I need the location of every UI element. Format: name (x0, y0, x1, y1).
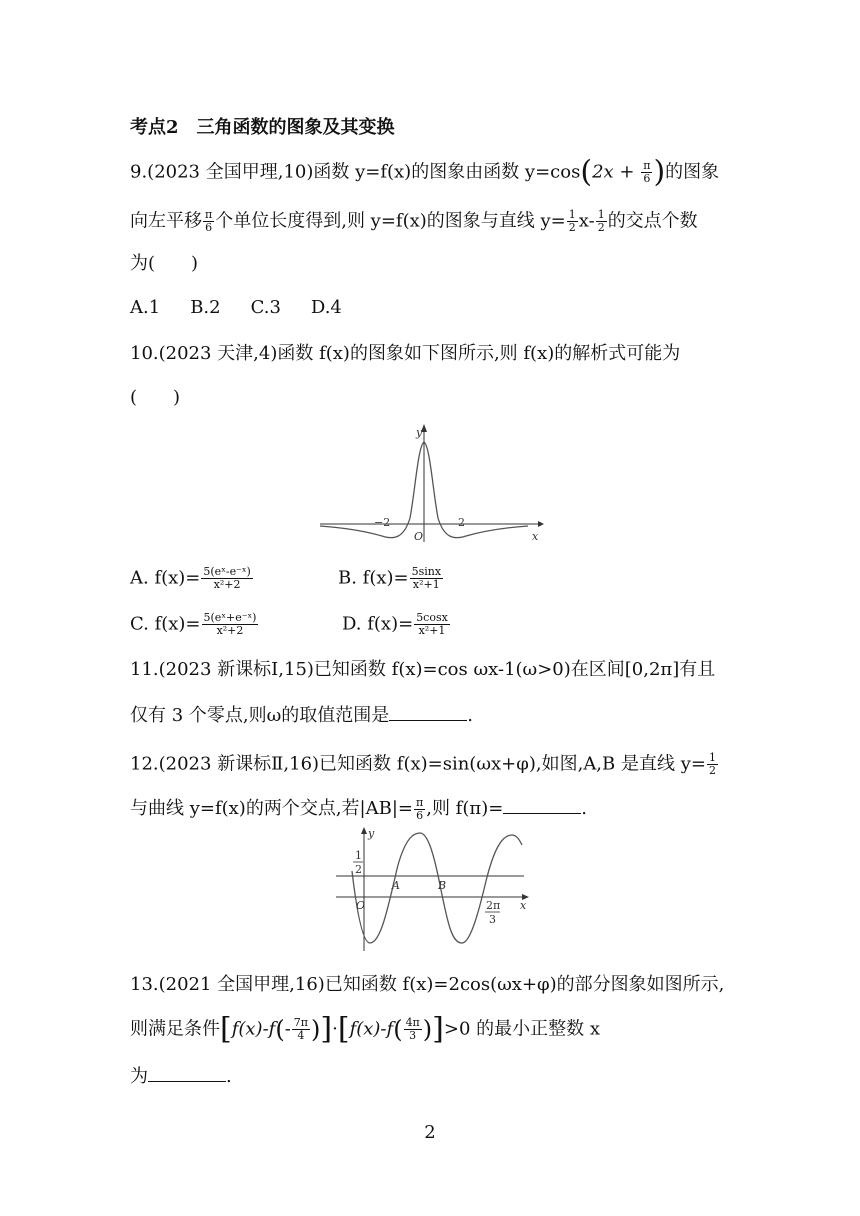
q10-option-d[interactable]: D. f(x)= $\frac{5\cos x}{\text{x²+1}}$ (342, 611, 448, 637)
answer-blank[interactable] (503, 795, 581, 814)
q10-line2: ( ) (130, 387, 181, 408)
q9-expr: 2x + (592, 161, 641, 183)
answer-blank[interactable] (148, 1063, 226, 1082)
answer-blank[interactable] (389, 702, 467, 721)
label-x: x (520, 899, 527, 912)
q9-line1 (130, 154, 720, 190)
fraction: $\frac{\pi}{6}$ (205, 208, 213, 234)
page-number: 2 (424, 1122, 436, 1143)
option-c[interactable]: C.3 (250, 297, 281, 318)
paren-right: ) (653, 154, 666, 190)
q10-line1: 10.(2023 天津,4)函数 f(x)的图象如下图所示,则 f(x)的解析式可能为 (130, 343, 681, 364)
label-b: B (438, 879, 447, 892)
tick-neg2: −2 (374, 516, 391, 529)
q10-option-b[interactable]: B. f(x)= $\frac{5\sin x}{\text{x²+1}}$ (338, 565, 442, 591)
tick-pos2: 2 (458, 516, 465, 529)
option-a[interactable]: A.1 (130, 297, 161, 318)
q9-line2: 向左平移 $\frac{\pi}{6}$ 个单位长度得到,则 y=f(x)的图象与直线 y= $\frac{1}{2}$ x- $\frac{1}{2}$ 的交点个数 (130, 208, 698, 234)
q11-line2: 仅有 3 个零点,则ω的取值范围是 . (130, 702, 473, 728)
label-o: O (356, 899, 366, 912)
q10-option-a[interactable]: A. f(x)= $\frac{\text{5(eˣ-e⁻ˣ)}}{\text{x²+2}}$ (130, 565, 251, 591)
tick-den: 3 (489, 913, 496, 926)
q10-graph (318, 422, 544, 546)
q11-line1: 11.(2023 新课标Ⅰ,15)已知函数 f(x)=cos ωx-1(ω>0)在区间[0,2π]有且 (130, 659, 716, 680)
label-y: y (368, 827, 375, 840)
q12-line1: 12.(2023 新课标Ⅱ,16)已知函数 f(x)=sin(ωx+φ),如图,A,B 是直线 y= $\frac{1}{2}$ (130, 751, 716, 777)
q13-line1: 13.(2021 全国甲理,16)已知函数 f(x)=2cos(ωx+φ)的部分图象如图所示, (130, 974, 725, 995)
label-y: y (416, 426, 423, 439)
q13-line2: 则满足条件[f(x)-f(- $\frac{7\pi}{4}$ )]·[f(x)-f( $\frac{4\pi}{3}$ )]>0 的最小正整数 x (130, 1011, 601, 1047)
fraction: $\frac{1}{2}$ (568, 208, 576, 234)
option-d[interactable]: D.4 (310, 297, 342, 318)
q13-line3: 为 . (130, 1063, 232, 1089)
paren-left: ( (580, 154, 593, 190)
half-den: 2 (355, 863, 362, 876)
q10-option-c[interactable]: C. f(x)= $\frac{\text{5(eˣ+e⁻ˣ)}}{\text{x²+2}}$ (130, 611, 257, 637)
fraction: $\frac{1}{2}$ (597, 208, 605, 234)
q12-graph (334, 825, 530, 953)
q12-line2: 与曲线 y=f(x)的两个交点,若|AB|= $\frac{\pi}{6}$ ,则 f(π)= . (130, 795, 588, 822)
section-title: 考点2 三角函数的图象及其变换 (130, 117, 395, 138)
label-x: x (532, 530, 539, 543)
q9-options (130, 296, 342, 320)
q9-text: 9.(2023 全国甲理,10)函数 y=f(x)的图象由函数 y=cos (130, 161, 581, 183)
q9-line3: 为( ) (130, 253, 199, 274)
fraction: $\frac{\pi}{6}$ (643, 159, 651, 185)
option-b[interactable]: B.2 (190, 297, 221, 318)
q12-curve (352, 833, 522, 943)
half-num: 1 (355, 849, 362, 862)
label-a: A (392, 879, 400, 892)
tick-num: 2π (486, 899, 501, 912)
label-o: O (414, 530, 424, 543)
q9-text: 的图象 (665, 161, 720, 183)
